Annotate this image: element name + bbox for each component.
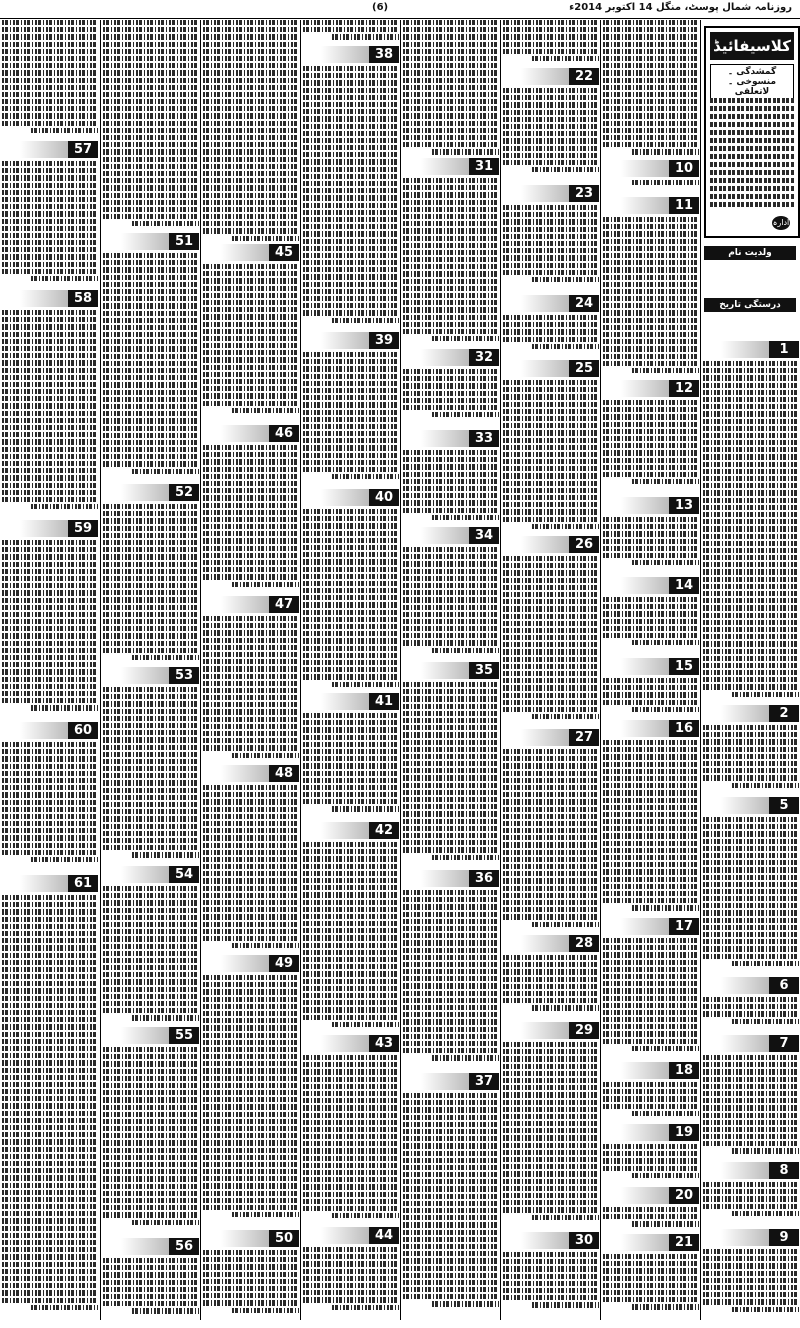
notice-header-bar bbox=[321, 332, 369, 349]
notice-number: 45 bbox=[269, 244, 299, 261]
section-band-dob: درستگی تاریخ پیدائش bbox=[704, 298, 796, 312]
notice-header-bar bbox=[521, 1022, 569, 1039]
notice-number: 57 bbox=[68, 141, 98, 158]
notice-number: 42 bbox=[369, 822, 399, 839]
notice-header-bar bbox=[221, 955, 269, 972]
page-number: (6) bbox=[372, 2, 389, 13]
classified-header-box bbox=[704, 26, 800, 238]
notice-text bbox=[703, 725, 799, 793]
notice-text bbox=[103, 504, 199, 663]
notice-number: 31 bbox=[469, 158, 499, 175]
notice-text bbox=[103, 20, 199, 233]
section-band-name: ولدیت نام bbox=[704, 246, 796, 260]
notice-text bbox=[303, 66, 399, 328]
notice-number: 16 bbox=[669, 720, 699, 737]
notice-text bbox=[2, 742, 98, 871]
notice-number: 48 bbox=[269, 765, 299, 782]
notice-number: 50 bbox=[269, 1230, 299, 1247]
notice-text bbox=[603, 678, 699, 716]
column-6 bbox=[500, 20, 601, 1320]
notice-header-bar bbox=[621, 1187, 669, 1204]
notice-text bbox=[603, 1144, 699, 1183]
notice-text bbox=[603, 217, 699, 376]
notice-header-bar bbox=[621, 160, 669, 177]
notice-number: 30 bbox=[569, 1232, 599, 1249]
notice-header-bar bbox=[20, 875, 68, 892]
notice-number: 21 bbox=[669, 1234, 699, 1251]
notice-number: 36 bbox=[469, 870, 499, 887]
notice-number: 44 bbox=[369, 1227, 399, 1244]
notice-text bbox=[2, 20, 98, 141]
notice-text bbox=[303, 1055, 399, 1223]
notice-text bbox=[103, 1047, 199, 1234]
notice-header-bar bbox=[221, 244, 269, 261]
notice-number: 47 bbox=[269, 596, 299, 613]
notice-header-bar bbox=[621, 1124, 669, 1141]
notice-header-bar bbox=[221, 425, 269, 442]
notice-number: 1 bbox=[769, 341, 799, 358]
notice-text bbox=[103, 687, 199, 862]
notice-text bbox=[203, 1250, 299, 1316]
notice-header-bar bbox=[121, 667, 169, 684]
notice-number: 34 bbox=[469, 527, 499, 544]
notice-text bbox=[303, 842, 399, 1031]
notice-header-bar bbox=[20, 290, 68, 307]
notice-text bbox=[703, 817, 799, 973]
notice-header-bar bbox=[621, 720, 669, 737]
notice-number: 19 bbox=[669, 1124, 699, 1141]
notice-header-bar bbox=[721, 705, 769, 722]
notice-number: 58 bbox=[68, 290, 98, 307]
notice-header-bar bbox=[521, 536, 569, 553]
notice-header-bar bbox=[121, 1027, 169, 1044]
notice-header-bar bbox=[321, 46, 369, 63]
notice-header-bar bbox=[221, 765, 269, 782]
notice-header-bar bbox=[20, 520, 68, 537]
notice-text bbox=[203, 616, 299, 761]
notice-number: 61 bbox=[68, 875, 98, 892]
notice-header-bar bbox=[621, 380, 669, 397]
notice-text bbox=[403, 20, 499, 158]
notice-number: 39 bbox=[369, 332, 399, 349]
notice-number: 40 bbox=[369, 489, 399, 506]
notice-text bbox=[503, 1252, 599, 1316]
notice-text bbox=[503, 315, 599, 356]
notice-number: 33 bbox=[469, 430, 499, 447]
notice-number: 54 bbox=[169, 866, 199, 883]
column-2 bbox=[100, 20, 201, 1320]
notice-text bbox=[603, 938, 699, 1058]
notice-header-bar bbox=[221, 1230, 269, 1247]
notice-text bbox=[603, 180, 699, 193]
notice-text bbox=[2, 895, 98, 1316]
notice-number: 14 bbox=[669, 577, 699, 594]
notice-text bbox=[403, 369, 499, 426]
notice-number: 29 bbox=[569, 1022, 599, 1039]
notice-text bbox=[303, 352, 399, 485]
notice-text bbox=[603, 400, 699, 493]
masthead: روزنامہ شمال پوسٹ، منگل 14 اکتوبر 2014ء bbox=[569, 2, 792, 13]
notice-text bbox=[2, 540, 98, 718]
notice-number: 37 bbox=[469, 1073, 499, 1090]
column-1 bbox=[0, 20, 100, 1320]
notice-number: 28 bbox=[569, 935, 599, 952]
notice-header-bar bbox=[521, 360, 569, 377]
notice-header-bar bbox=[521, 729, 569, 746]
notice-header-bar bbox=[721, 1035, 769, 1052]
notice-header-bar bbox=[721, 797, 769, 814]
notice-text bbox=[503, 556, 599, 725]
notice-header-bar bbox=[621, 1234, 669, 1251]
notice-text bbox=[603, 20, 699, 160]
notice-number: 20 bbox=[669, 1187, 699, 1204]
notice-header-bar bbox=[421, 662, 469, 679]
notice-header-bar bbox=[121, 1238, 169, 1255]
notice-number: 11 bbox=[669, 197, 699, 214]
notice-header-bar bbox=[321, 822, 369, 839]
notice-text bbox=[403, 890, 499, 1069]
notice-number: 6 bbox=[769, 977, 799, 994]
notice-number: 27 bbox=[569, 729, 599, 746]
notice-header-bar bbox=[421, 158, 469, 175]
notice-text bbox=[303, 1247, 399, 1316]
classified-title: کلاسیفائیڈ bbox=[710, 32, 794, 60]
notice-number: 8 bbox=[769, 1162, 799, 1179]
notice-number: 26 bbox=[569, 536, 599, 553]
notice-header-bar bbox=[321, 1035, 369, 1052]
notice-text bbox=[503, 20, 599, 68]
notice-text bbox=[703, 1249, 799, 1316]
column-4 bbox=[300, 20, 401, 1320]
notice-number: 59 bbox=[68, 520, 98, 537]
notice-header-bar bbox=[421, 870, 469, 887]
notice-text bbox=[503, 380, 599, 532]
notice-number: 9 bbox=[769, 1229, 799, 1246]
notice-number: 46 bbox=[269, 425, 299, 442]
notice-text bbox=[403, 1093, 499, 1316]
notice-header-bar bbox=[621, 577, 669, 594]
notice-number: 10 bbox=[669, 160, 699, 177]
column-7 bbox=[600, 20, 701, 1320]
notice-text bbox=[603, 1254, 699, 1316]
notice-header-bar bbox=[721, 977, 769, 994]
notice-text bbox=[503, 205, 599, 291]
notice-number: 17 bbox=[669, 918, 699, 935]
notice-text bbox=[2, 161, 98, 286]
notice-text bbox=[303, 509, 399, 689]
classified-subtitle: گمشدگی ۔ منسوخی ۔ لاتعلقی bbox=[710, 64, 794, 100]
notice-number: 22 bbox=[569, 68, 599, 85]
page-header bbox=[0, 0, 800, 19]
notice-number: 60 bbox=[68, 722, 98, 739]
notice-number: 56 bbox=[169, 1238, 199, 1255]
notice-header-bar bbox=[321, 693, 369, 710]
notice-text bbox=[203, 445, 299, 592]
notice-header-bar bbox=[521, 185, 569, 202]
notice-text bbox=[103, 886, 199, 1023]
notice-number: 23 bbox=[569, 185, 599, 202]
notice-header-bar bbox=[621, 1062, 669, 1079]
notice-number: 41 bbox=[369, 693, 399, 710]
column-3 bbox=[200, 20, 301, 1320]
notice-text bbox=[203, 20, 299, 244]
notice-header-bar bbox=[721, 341, 769, 358]
notice-number: 32 bbox=[469, 349, 499, 366]
notice-number: 24 bbox=[569, 295, 599, 312]
notice-text bbox=[703, 997, 799, 1031]
notice-number: 25 bbox=[569, 360, 599, 377]
notice-header-bar bbox=[621, 918, 669, 935]
notice-header-bar bbox=[621, 497, 669, 514]
notice-text bbox=[303, 713, 399, 818]
notice-text bbox=[203, 264, 299, 421]
notice-text bbox=[103, 1258, 199, 1316]
notice-number: 18 bbox=[669, 1062, 699, 1079]
notice-header-bar bbox=[521, 1232, 569, 1249]
notice-header-bar bbox=[121, 233, 169, 250]
notice-header-bar bbox=[721, 1162, 769, 1179]
classified-intro-text bbox=[710, 98, 794, 208]
notice-number: 52 bbox=[169, 484, 199, 501]
notice-number: 12 bbox=[669, 380, 699, 397]
notice-number: 35 bbox=[469, 662, 499, 679]
publisher-logo-icon: ادارہ bbox=[772, 216, 790, 230]
notice-number: 53 bbox=[169, 667, 199, 684]
notice-header-bar bbox=[421, 1073, 469, 1090]
notice-text bbox=[203, 785, 299, 951]
notice-header-bar bbox=[421, 527, 469, 544]
notice-header-bar bbox=[321, 489, 369, 506]
notice-text bbox=[503, 955, 599, 1018]
notice-number: 43 bbox=[369, 1035, 399, 1052]
notice-text bbox=[603, 517, 699, 573]
notice-number: 5 bbox=[769, 797, 799, 814]
notice-header-bar bbox=[121, 866, 169, 883]
notice-number: 51 bbox=[169, 233, 199, 250]
notice-text bbox=[603, 1207, 699, 1230]
notice-number: 38 bbox=[369, 46, 399, 63]
notice-text bbox=[603, 740, 699, 914]
notice-number: 55 bbox=[169, 1027, 199, 1044]
notice-text bbox=[703, 1055, 799, 1158]
notice-header-bar bbox=[621, 658, 669, 675]
notice-header-bar bbox=[521, 68, 569, 85]
notice-text bbox=[103, 253, 199, 480]
notice-text bbox=[403, 178, 499, 345]
notice-text bbox=[703, 361, 799, 701]
column-5 bbox=[400, 20, 501, 1320]
notice-text bbox=[203, 975, 299, 1226]
notice-text bbox=[2, 310, 98, 516]
notice-text bbox=[403, 547, 499, 658]
notice-text bbox=[303, 20, 399, 46]
notice-header-bar bbox=[20, 722, 68, 739]
notice-number: 49 bbox=[269, 955, 299, 972]
notice-number: 13 bbox=[669, 497, 699, 514]
notice-number: 2 bbox=[769, 705, 799, 722]
notice-header-bar bbox=[521, 295, 569, 312]
notice-header-bar bbox=[221, 596, 269, 613]
notice-header-bar bbox=[121, 484, 169, 501]
notice-header-bar bbox=[321, 1227, 369, 1244]
notice-header-bar bbox=[621, 197, 669, 214]
notice-text bbox=[403, 682, 499, 866]
notice-header-bar bbox=[421, 349, 469, 366]
notice-text bbox=[503, 749, 599, 931]
notice-text bbox=[503, 1042, 599, 1228]
notice-number: 15 bbox=[669, 658, 699, 675]
notice-text bbox=[603, 597, 699, 654]
notice-text bbox=[403, 450, 499, 523]
notice-header-bar bbox=[421, 430, 469, 447]
notice-number: 7 bbox=[769, 1035, 799, 1052]
notice-text bbox=[603, 1082, 699, 1120]
notice-text bbox=[503, 88, 599, 181]
notice-header-bar bbox=[521, 935, 569, 952]
notice-header-bar bbox=[721, 1229, 769, 1246]
notice-header-bar bbox=[20, 141, 68, 158]
notice-text bbox=[703, 1182, 799, 1225]
